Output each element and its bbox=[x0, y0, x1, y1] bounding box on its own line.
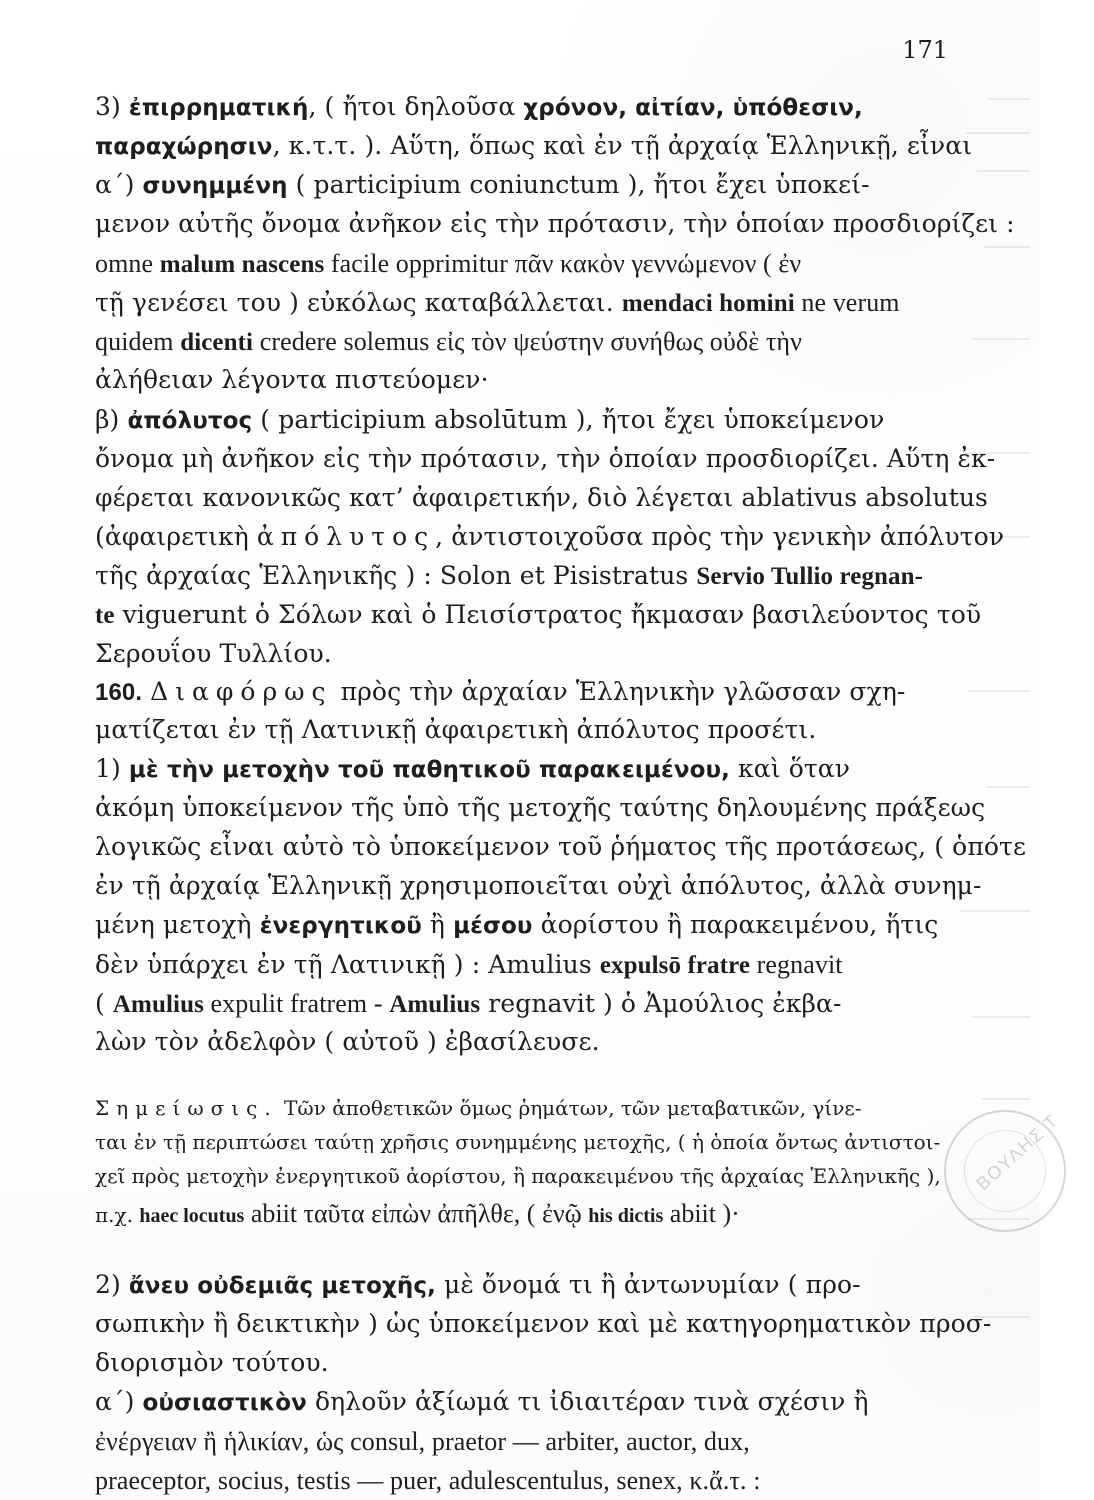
text-segment: (ἀφαιρετικὴ bbox=[95, 522, 257, 551]
text-line bbox=[95, 639, 935, 669]
text-segment: facile opprimitur πᾶν κακὸν γεννώμενον ( ἐν bbox=[324, 249, 802, 278]
text-segment: te bbox=[95, 602, 115, 629]
text-segment: ἐπιρρηματική bbox=[128, 95, 309, 121]
text-line bbox=[95, 715, 935, 745]
text-segment: φέρεται κανονικῶς κατ’ ἀφαιρετικήν, διὸ λέγεται ablativus absolutus bbox=[95, 483, 988, 512]
text-segment: Amulius bbox=[112, 991, 204, 1018]
text-line bbox=[95, 92, 935, 123]
text-line bbox=[95, 1270, 935, 1301]
text-segment: ( participium absolūtum ), ἤτοι ἔχει ὑποκείμενον bbox=[252, 405, 885, 434]
text-segment: expulsō fratre bbox=[599, 952, 751, 979]
text-segment: συνημμένη bbox=[142, 173, 288, 199]
text-segment: οὐσιαστικὸν bbox=[142, 1390, 307, 1416]
text-segment: ἢ bbox=[421, 910, 454, 939]
text-segment: μενον αὐτῆς ὄνομα ἀνῆκον εἰς τὴν πρότασιν, τὴν ὁποίαν προσδιορίζει : bbox=[95, 209, 1015, 238]
text-segment: , ( ἤτοι δηλοῦσα bbox=[308, 92, 524, 121]
text-segment: καὶ ὅταν bbox=[730, 754, 851, 783]
text-segment: μὲ ὄνομά τι ἢ ἀντωνυμίαν ( προ- bbox=[435, 1270, 861, 1299]
text-line bbox=[95, 871, 982, 901]
text-line bbox=[95, 1387, 935, 1418]
text-segment bbox=[142, 677, 150, 706]
text-segment: regnavit ) ὁ Ἀμούλιος ἐκβα- bbox=[480, 989, 842, 1018]
text-segment: μέσου bbox=[453, 913, 533, 939]
text-segment: ἀορίστου ἢ παρακειμένου, ἥτις bbox=[532, 910, 939, 939]
text-segment: malum nascens bbox=[159, 251, 325, 278]
text-segment: ἄνευ οὐδεμιᾶς μετοχῆς, bbox=[128, 1273, 436, 1299]
text-segment: λὼν τὸν ἀδελφὸν ( αὐτοῦ ) ἐβασίλευσε. bbox=[95, 1027, 600, 1056]
text-segment: his dictis bbox=[588, 1205, 664, 1227]
text-segment: διορισμὸν τούτου. bbox=[95, 1348, 329, 1377]
text-segment: ὄνομα μὴ ἀνῆκον εἰς τὴν πρότασιν, τὴν ὁποίαν προσδιορίζει. Αὕτη ἐκ- bbox=[95, 444, 996, 473]
text-segment: Amulius bbox=[389, 991, 481, 1018]
text-line bbox=[95, 444, 996, 474]
text-line bbox=[95, 1309, 992, 1339]
text-line bbox=[95, 910, 939, 941]
text-segment: π.χ. bbox=[95, 1203, 140, 1227]
text-segment: παραχώρησιν bbox=[95, 134, 273, 160]
library-stamp bbox=[926, 1092, 1085, 1251]
text-segment: μὲ τὴν μετοχὴν τοῦ παθητικοῦ παρακειμένου, bbox=[128, 757, 730, 783]
text-segment: τῆς ἀρχαίας Ἑλληνικῆς ) : Solon et Pisistratus bbox=[95, 561, 697, 590]
text-line bbox=[95, 600, 982, 631]
text-line bbox=[95, 405, 935, 436]
text-line bbox=[95, 1348, 935, 1378]
text-segment: ( participium coniunctum ), ἤτοι ἔχει ὑποκεί- bbox=[287, 170, 870, 199]
text-segment: dicenti bbox=[180, 329, 254, 356]
text-segment: mendaci homini bbox=[621, 290, 795, 317]
text-segment: abiit )· bbox=[663, 1199, 740, 1228]
text-line bbox=[95, 209, 1015, 239]
text-segment: ται ἐν τῇ περιπτώσει ταύτῃ χρῆσις συνημμένης μετοχῆς, ( ἡ ὁποία ὄντως ἀντιστοι- bbox=[95, 1130, 941, 1154]
text-line bbox=[95, 248, 935, 280]
text-line bbox=[95, 1426, 935, 1457]
text-segment: Σημείωσις. bbox=[95, 1096, 278, 1120]
text-segment: haec locutus bbox=[139, 1205, 245, 1227]
text-segment: ἀλήθειαν λέγοντα πιστεύομεν· bbox=[95, 365, 489, 394]
text-segment: abiit ταῦτα εἰπὼν ἀπῆλθε, ( ἐνῷ bbox=[244, 1199, 589, 1228]
text-line bbox=[95, 365, 935, 395]
text-segment: Servio Tullio regnan- bbox=[696, 563, 924, 590]
text-segment: 2) bbox=[95, 1270, 129, 1299]
text-segment: β) bbox=[95, 405, 128, 434]
note-line bbox=[95, 1164, 941, 1188]
text-line bbox=[95, 988, 935, 1020]
text-segment: 160. bbox=[95, 679, 143, 706]
text-segment: ne verum bbox=[794, 288, 900, 317]
text-segment: α΄) bbox=[95, 1387, 143, 1416]
text-segment: χεῖ πρὸς μετοχὴν ἐνεργητικοῦ ἀορίστου, ἢ παρακειμένου τῆς ἀρχαίας Ἑλληνικῆς ), bbox=[95, 1164, 941, 1188]
text-segment: Τῶν ἀποθετικῶν ὅμως ῥημάτων, τῶν μεταβατικῶν, γίνε- bbox=[277, 1096, 862, 1120]
text-segment: ἐν τῇ ἀρχαίᾳ Ἑλληνικῇ χρησιμοποιεῖται οὐχὶ ἀπόλυτος, ἀλλὰ συνημ- bbox=[95, 871, 982, 900]
text-segment: quidem bbox=[95, 327, 181, 356]
text-segment: α΄) bbox=[95, 170, 143, 199]
note-line bbox=[95, 1198, 935, 1229]
text-segment: σωπικὴν ἢ δεικτικὴν ) ὡς ὑποκείμενον καὶ μὲ κατηγορηματικὸν προσ- bbox=[95, 1309, 992, 1338]
text-segment: ἐνεργητικοῦ bbox=[259, 913, 422, 939]
text-segment: expulit fratrem - bbox=[203, 989, 390, 1018]
text-segment: , κ.τ.τ. ). Αὕτη, ὅπως καὶ ἐν τῇ ἀρχαίᾳ Ἑλληνικῇ, εἶναι bbox=[272, 131, 973, 160]
text-line bbox=[95, 170, 935, 201]
text-line bbox=[95, 949, 935, 981]
text-line bbox=[95, 326, 935, 358]
text-segment: τῇ γενέσει του ) εὐκόλως καταβάλλεται. bbox=[95, 288, 622, 317]
text-segment: praeceptor, socius, testis — puer, adulescentulus, senex, κ.ἄ.τ. : bbox=[95, 1466, 761, 1495]
text-segment: 1) bbox=[95, 754, 129, 783]
text-segment: Διαφόρως bbox=[150, 677, 333, 706]
text-segment: ἐνέργειαν ἢ ἡλικίαν, ὡς consul, praetor — arbiter, auctor, dux, bbox=[95, 1427, 750, 1456]
text-segment: credere solemus εἰς τὸν ψεύστην συνήθως οὐδὲ τὴν bbox=[253, 327, 802, 356]
text-line bbox=[95, 131, 973, 162]
text-line bbox=[95, 677, 935, 708]
text-segment: ( bbox=[95, 989, 113, 1018]
text-segment: δὲν ὑπάρχει ἐν τῇ Λατινικῇ ) : Amulius bbox=[95, 950, 600, 979]
text-segment: ἀπόλυτος bbox=[256, 522, 436, 551]
text-line bbox=[95, 483, 988, 513]
text-segment: λογικῶς εἶναι αὐτὸ τὸ ὑποκείμενον τοῦ ῥήματος τῆς προτάσεως, ( ὁπότε bbox=[95, 832, 1026, 861]
stamp-text: ΒΟΥΛΗΣ Τ bbox=[972, 1109, 1063, 1195]
text-line bbox=[95, 287, 935, 319]
text-segment: δηλοῦν ἀξίωμά τι ἰδιαιτέραν τινὰ σχέσιν ἢ bbox=[306, 1387, 869, 1416]
text-segment: ἀκόμη ὑποκείμενον τῆς ὑπὸ τῆς μετοχῆς ταύτης δηλουμένης πράξεως bbox=[95, 793, 986, 822]
text-line bbox=[95, 832, 1026, 862]
text-line bbox=[95, 561, 935, 592]
text-segment: omne bbox=[95, 249, 160, 278]
text-line bbox=[95, 754, 935, 785]
text-line bbox=[95, 793, 986, 823]
text-line bbox=[95, 1027, 935, 1057]
text-segment: μένη μετοχὴ bbox=[95, 910, 260, 939]
text-segment: χρόνον, αἰτίαν, ὑπόθεσιν, bbox=[523, 95, 863, 121]
text-segment: πρὸς τὴν ἀρχαίαν Ἑλληνικὴν γλῶσσαν σχη- bbox=[332, 677, 906, 706]
note-line bbox=[95, 1130, 941, 1154]
text-segment: viguerunt ὁ Σόλων καὶ ὁ Πεισίστρατος ἤκμασαν βασιλεύοντος τοῦ bbox=[114, 600, 982, 629]
text-segment: regnavit bbox=[750, 950, 843, 979]
text-segment: , ἀντιστοιχοῦσα πρὸς τὴν γενικὴν ἀπόλυτον bbox=[435, 522, 1005, 551]
text-line bbox=[95, 522, 1005, 552]
text-segment: ἀπόλυτος bbox=[127, 408, 253, 434]
page-number: 171 bbox=[902, 36, 948, 64]
note-line bbox=[95, 1096, 935, 1120]
text-line bbox=[95, 1465, 935, 1496]
text-segment: Σερουΐου Τυλλίου. bbox=[95, 639, 332, 668]
text-segment: 3) bbox=[95, 92, 129, 121]
text-segment: ματίζεται ἐν τῇ Λατινικῇ ἀφαιρετικὴ ἀπόλυτος προσέτι. bbox=[95, 715, 817, 744]
